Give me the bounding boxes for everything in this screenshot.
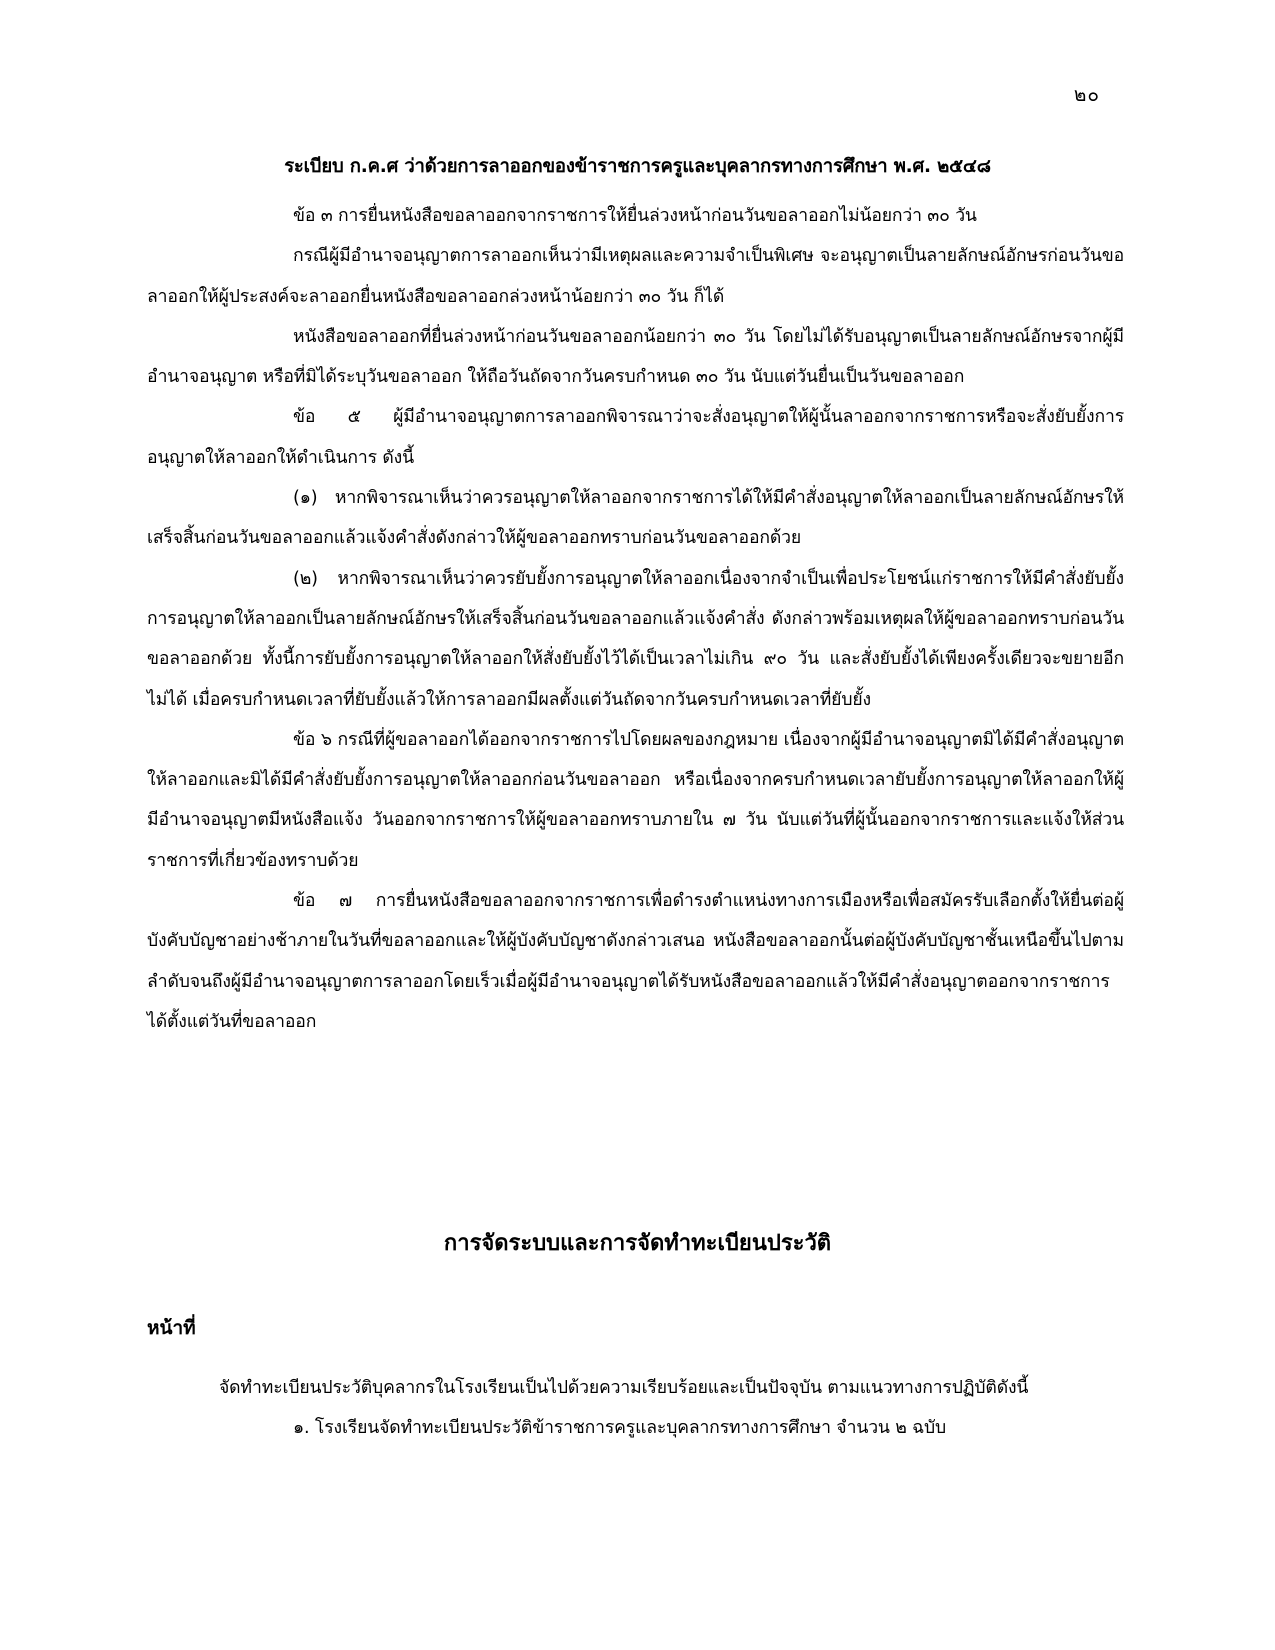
clause-3-exception-paragraph: กรณีผู้มีอำนาจอนุญาตการลาออกเห็นว่ามีเหตุผลและความจำเป็นพิเศษ จะอนุญาตเป็นลายลักษณ์อักษรก่อนวันขอลาออกให้ผู้ประสงค์จะลาออกยื่นหนังสือขอลาออกล่วงหน้าน้อยกว่า ๓๐ วัน ก็ได้ xyxy=(147,246,1124,307)
page-number: ๒๐ xyxy=(1073,84,1100,106)
section-title: การจัดระบบและการจัดทำทะเบียนประวัติ xyxy=(443,1231,832,1256)
regulation-title: ระเบียบ ก.ค.ศ ว่าด้วยการลาออกของข้าราชการครูและบุคลากรทางการศึกษา พ.ศ. ๒๕๔๘ xyxy=(284,156,991,177)
clause-5-item-1: (๑) หากพิจารณาเห็นว่าควรอนุญาตให้ลาออกจากราชการได้ให้มีคำสั่งอนุญาตให้ลาออกเป็นลายลักษณ์อักษรให้เสร็จสิ้นก่อนวันขอลาออกแล้วแจ้งคำสั่งดังกล่าวให้ผู้ขอลาออกทราบก่อนวันขอลาออกด้วย xyxy=(147,488,1124,549)
duty-item-1: ๑. โรงเรียนจัดทำทะเบียนประวัติข้าราชการครูและบุคลากรทางการศึกษา จำนวน ๒ ฉบับ xyxy=(293,1418,947,1439)
duty-body xyxy=(147,1368,1124,1449)
duty-intro-paragraph: จัดทำทะเบียนประวัติบุคลากรในโรงเรียนเป็นไปด้วยความเรียบร้อยและเป็นปัจจุบัน ตามแนวทางการปฏิบัติดังนี้ xyxy=(219,1378,1029,1398)
clause-7-paragraph: ข้อ ๗ การยื่นหนังสือขอลาออกจากราชการเพื่อดำรงตำแหน่งทางการเมืองหรือเพื่อสมัครรับเลือกตั้งให้ยื่นต่อผู้บังคับบัญชาอย่างช้าภายในวันที่ขอลาออกและให้ผู้บังคับบัญชาดังกล่าวเสนอ หนังสือขอลาออกนั้นต่อผู้บังคับบัญชาชั้นเหนือขึ้นไปตามลำดับจนถึงผู้มีอำนาจอนุญาตการลาออกโดยเร็วเมื่อผู้มีอำนาจอนุญาตได้รับหนังสือขอลาออกแล้วให้มีคำสั่งอนุญาตออกจากราชการได้ตั้งแต่วันที่ขอลาออก xyxy=(147,891,1124,1032)
duty-heading: หน้าที่ xyxy=(147,1317,196,1339)
clause-3-late-submission-paragraph: หนังสือขอลาออกที่ยื่นล่วงหน้าก่อนวันขอลาออกน้อยกว่า ๓๐ วัน โดยไม่ได้รับอนุญาตเป็นลายลักษณ์อักษรจากผู้มีอำนาจอนุญาต หรือที่มิได้ระบุวันขอลาออก ให้ถือวันถัดจากวันครบกำหนด ๓๐ วัน นับแต่วันยื่นเป็นวันขอลาออก xyxy=(147,326,1124,388)
regulation-body xyxy=(147,196,1124,1042)
clause-6-paragraph: ข้อ ๖ กรณีที่ผู้ขอลาออกได้ออกจากราชการไปโดยผลของกฎหมาย เนื่องจากผู้มีอำนาจอนุญาตมิได้มีคำสั่งอนุญาตให้ลาออกและมิได้มีคำสั่งยับยั้งการอนุญาตให้ลาออกก่อนวันขอลาออก หรือเนื่องจากครบกำหนดเวลายับยั้งการอนุญาตให้ลาออกให้ผู้มีอำนาจอนุญาตมีหนังสือแจ้ง วันออกจากราชการให้ผู้ขอลาออกทราบภายใน ๗ วัน นับแต่วันที่ผู้นั้นออกจากราชการและแจ้งให้ส่วนราชการที่เกี่ยวข้องทราบด้วย xyxy=(147,729,1124,871)
clause-3-paragraph: ข้อ ๓ การยื่นหนังสือขอลาออกจากราชการให้ยื่นล่วงหน้าก่อนวันขอลาออกไม่น้อยกว่า ๓๐ วัน xyxy=(293,206,977,226)
clause-5-paragraph: ข้อ ๕ ผู้มีอำนาจอนุญาตการลาออกพิจารณาว่าจะสั่งอนุญาตให้ผู้นั้นลาออกจากราชการหรือจะสั่งยับยั้งการอนุญาตให้ลาออกให้ดำเนินการ ดังนี้ xyxy=(147,407,1124,468)
clause-5-item-2: (๒) หากพิจารณาเห็นว่าควรยับยั้งการอนุญาตให้ลาออกเนื่องจากจำเป็นเพื่อประโยชน์แก่ราชการให้มีคำสั่งยับยั้งการอนุญาตให้ลาออกเป็นลายลักษณ์อักษรให้เสร็จสิ้นก่อนวันขอลาออกแล้วแจ้งคำสั่ง ดังกล่าวพร้อมเหตุผลให้ผู้ขอลาออกทราบก่อนวันขอลาออกด้วย ทั้งนี้การยับยั้งการอนุญาตให้ลาออกให้สั่งยับยั้งไว้ได้เป็นเวลาไม่เกิน ๙๐ วัน และสั่งยับยั้งได้เพียงครั้งเดียวจะขยายอีกไม่ได้ เมื่อครบกำหนดเวลาที่ยับยั้งแล้วให้การลาออกมีผลตั้งแต่วันถัดจากวันครบกำหนดเวลาที่ยับยั้ง xyxy=(147,568,1124,710)
